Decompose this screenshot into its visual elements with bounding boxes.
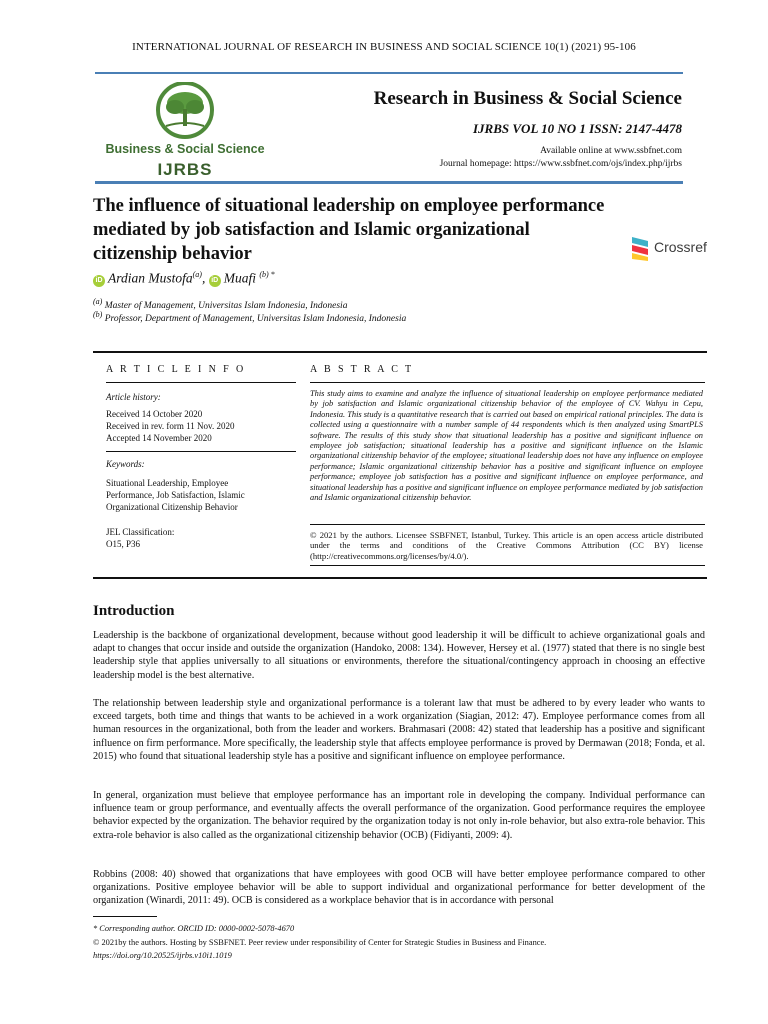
- keywords-line: Performance, Job Satisfaction, Islamic: [106, 490, 245, 500]
- affil-sup: (b): [93, 310, 103, 319]
- title-line: The influence of situational leadership on employee performance: [93, 196, 605, 216]
- author-name: Muafi: [223, 270, 256, 286]
- orcid-icon[interactable]: iD: [209, 275, 221, 287]
- footnote-rule: [93, 916, 157, 917]
- history-item: Received in rev. form 11 Nov. 2020: [106, 421, 235, 431]
- title-line: citizenship behavior: [93, 244, 252, 264]
- keywords-line: Organizational Citizenship Behavior: [106, 502, 238, 512]
- license-text: © 2021 by the authors. Licensee SSBFNET, Istanbul, Turkey. This article is an open access article distributed under the terms and conditions of the Creative Commons Attribution (CC BY) license (http://creativecommons.org/licenses/by/4.0/).: [310, 530, 703, 561]
- tree-icon: [104, 82, 266, 142]
- orcid-icon[interactable]: iD: [93, 275, 105, 287]
- history-item: Accepted 14 November 2020: [106, 433, 212, 443]
- affil-text: Master of Management, Universitas Islam Indonesia, Indonesia: [104, 301, 348, 312]
- article-title: [93, 194, 633, 266]
- introduction-heading: Introduction: [93, 603, 175, 619]
- crossref-icon: [632, 235, 652, 261]
- corresponding-author: * Corresponding author. ORCID ID: 0000-0002-5078-4670: [93, 924, 295, 933]
- logo-name: Business & Social Science: [105, 142, 265, 156]
- abstract-heading: A B S T R A C T: [310, 364, 414, 375]
- journal-title: Research in Business & Social Science: [373, 88, 682, 109]
- journal-homepage-link[interactable]: Journal homepage: https://www.ssbfnet.com/ojs/index.php/ijrbs: [439, 159, 682, 169]
- logo-abbr: IJRBS: [157, 160, 213, 179]
- keywords-label: Keywords:: [106, 459, 145, 469]
- jel-classification: [106, 526, 296, 550]
- author-list: [93, 270, 275, 287]
- info-rule-top: [93, 351, 707, 353]
- jel-label: JEL Classification:: [106, 527, 175, 537]
- paragraph: [93, 789, 705, 842]
- header-rule-bottom: [95, 181, 683, 184]
- author-sup: (b) *: [259, 270, 275, 279]
- journal-volume: IJRBS VOL 10 NO 1 ISSN: 2147-4478: [473, 121, 682, 136]
- article-history: [106, 391, 296, 444]
- author-name: Ardian Mustofa: [108, 270, 193, 286]
- crossref-label: Crossref: [654, 239, 707, 255]
- journal-available[interactable]: Available online at www.ssbfnet.com: [540, 146, 682, 156]
- copyright-note: © 2021by the authors. Hosting by SSBFNET. Peer review under responsibility of Center for Strategic Studies in Business and Finance.: [93, 938, 547, 947]
- author-sup: (a): [192, 270, 202, 279]
- author-sep: ,: [201, 270, 206, 286]
- keywords-line: Situational Leadership, Employee: [106, 478, 229, 488]
- abstract-rule: [310, 565, 705, 566]
- keywords: [106, 458, 296, 513]
- header-rule-top: [95, 72, 683, 74]
- info-rule: [106, 382, 296, 383]
- doi-link[interactable]: https://doi.org/10.20525/ijrbs.v10i1.1019: [93, 951, 232, 960]
- affil-text: Professor, Department of Management, Universitas Islam Indonesia, Indonesia: [104, 314, 407, 325]
- paragraph-text: Leadership is the backbone of organizational development, because without good leadership it will be difficult to achieve organizational goals and adapt to changes that occur inside and outside the organization (Handoko, 2008: 134). However, Hersey et al. (1977) stated that there is no single best leadership style that applies universally to all situations or environments, therefore the situational/contingency approach in choosing an effective leadership model is the best alternative.: [93, 630, 705, 681]
- affil-sup: (a): [93, 297, 103, 306]
- affiliation: [93, 310, 406, 324]
- abstract-rule: [310, 382, 705, 383]
- crossref-badge[interactable]: [632, 235, 712, 261]
- jel-codes: O15, P36: [106, 539, 141, 549]
- running-head: INTERNATIONAL JOURNAL OF RESEARCH IN BUSINESS AND SOCIAL SCIENCE 10(1) (2021) 95-106: [132, 41, 636, 53]
- title-line: mediated by job satisfaction and Islamic organizational: [93, 220, 530, 240]
- abstract-body: This study aims to examine and analyze the influence of situational leadership on employee performance mediated by job satisfaction and Islamic organizational citizenship behavior of the employee of CV. Wahyu in Cepu, Indonesia. This study is a quantitative research that is carried out based on empirical rational principles. The data is collected using a questionnaire with a number sample of 44 respondents which is then analyzed using SmartPLS software. The results of this study show that situational leadership has a positive and significant influence on employee job satisfaction; situational leadership has a positive and significant influence on the Islamic organizational citizenship behavior of the employee; situational leadership does not have any influence on employee performance; Islamic organizational citizenship behavior has a positive and significant influence on employee performance; employee job satisfaction has a positive and significant influence on employee performance, and situational leadership has a positive and significant influence on employee performance mediated by job satisfaction and Islamic organizational citizenship behavior.: [310, 389, 703, 503]
- paragraph-text: In general, organization must believe that employee performance has an important role in developing the company. Individual performance can influence team or group performance, and eventually affects the overall performance of the organization. Good performance requires the employee behavior expected by the organization. The behavior required by the organization today is not only in-role behavior, but also extra-role behavior. This extra-role behavior is also called as the organizational citizenship behavior (OCB) (Fidiyanti, 2009: 4).: [93, 790, 705, 841]
- journal-logo: [104, 82, 266, 182]
- info-rule: [106, 451, 296, 452]
- abstract-rule: [310, 524, 705, 525]
- paragraph-text: Robbins (2008: 40) showed that organizations that have employees with good OCB will have better employee performance compared to other organizations. Positive employee behavior will be able to support individual and organizational performance for better development of the organization (Winardi, 2011: 49). OCB is considered as a workplace behavior that is in accordance with personal: [93, 869, 705, 907]
- paragraph: [93, 697, 705, 763]
- paragraph: [93, 868, 705, 908]
- info-rule-bottom: [93, 577, 707, 579]
- paragraph: [93, 629, 705, 682]
- article-info-heading: A R T I C L E I N F O: [106, 364, 246, 375]
- history-label: Article history:: [106, 392, 161, 402]
- history-item: Received 14 October 2020: [106, 409, 203, 419]
- paragraph-text: The relationship between leadership style and organizational performance is a tolerant law that must be adhered to by every leader who wants to exceed targets, both time and things that wants to be achieved in a work organization (Siagian, 2012: 47). Employee performance comes from all human resources in the organizational, both from the leader and workers. Brahmasari (2008: 42) stated that leadership has a positive and significant influence on firm performance. More specifically, the leadership style that affects employee performance is proved by Dermawan (2018; Fonda, et al. 2015) who found that situational leadership style has a positive and significant influence on employee performance.: [93, 698, 705, 762]
